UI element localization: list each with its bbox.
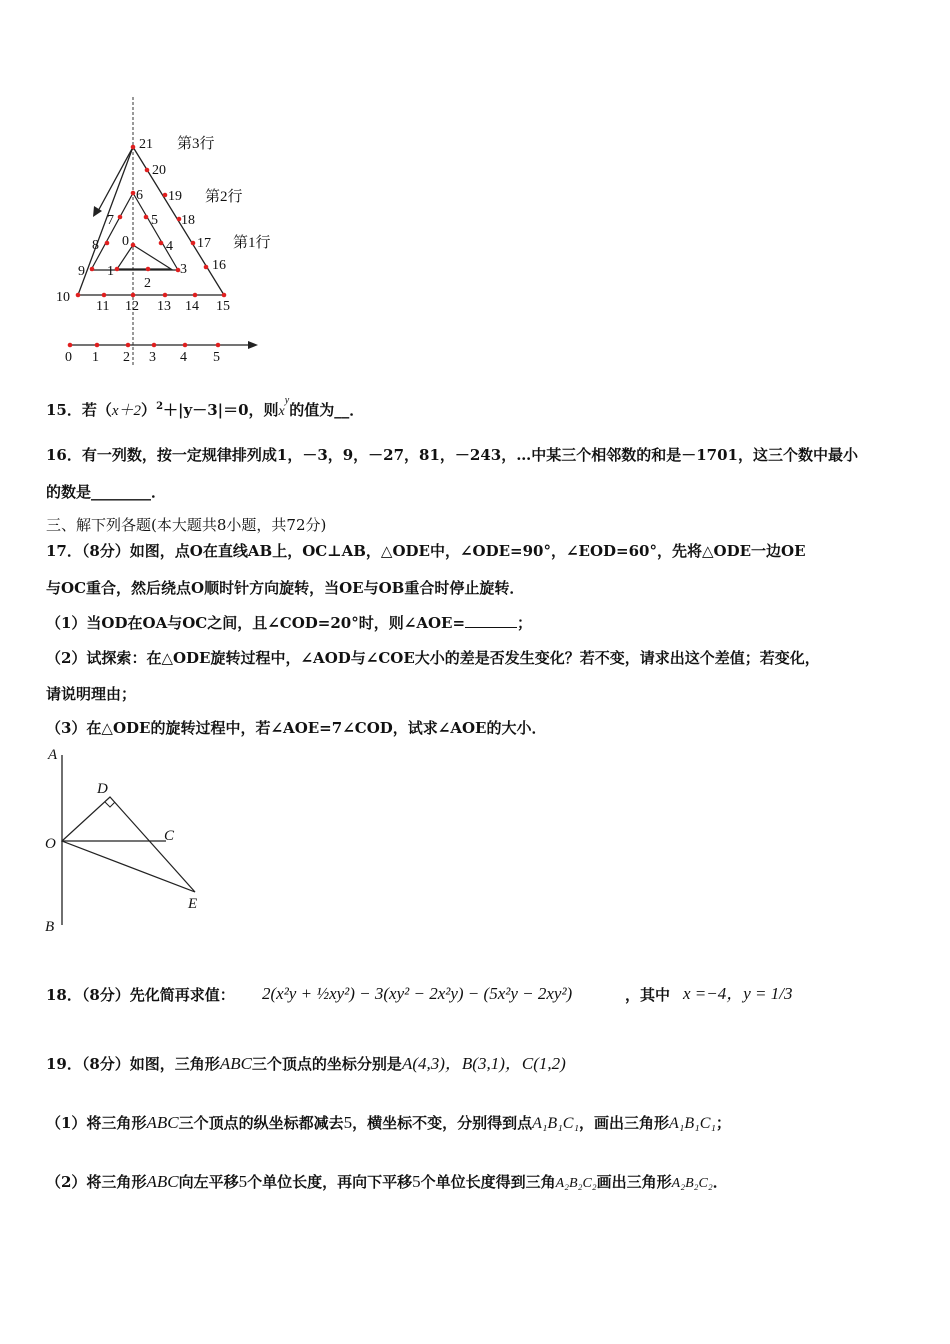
question-18 [46,985,235,1005]
q15-power-base: x [278,404,285,419]
q19-tri: ABC [219,1054,252,1073]
q18-expression: 2(x²y + ½xy²) − 3(xy² − 2x²y) − (5x²y − 2xy²) [262,984,573,1003]
tri-label: 3 [180,262,187,277]
axis-tick: 0 [65,350,72,365]
q19-p2-five-1: 5 [238,1172,248,1191]
fig-label-E: E [188,896,198,912]
question-19-part2 [46,1172,728,1194]
row-label-3: 第3行 [177,136,215,152]
axis-tick: 4 [180,350,187,365]
tri-label: 12 [125,299,139,314]
axis-tick: 2 [123,350,130,365]
q19-p1c: ，横坐标不变，分别得到点 [352,1114,533,1132]
q19-p1e: ； [715,1114,731,1132]
answer-blank[interactable] [465,613,517,628]
tri-label: 21 [139,137,153,152]
tri-label: 15 [216,299,230,314]
q18-where: ，其中 [625,986,671,1004]
fig-label-O: O [45,836,56,852]
row-label-2: 第2行 [205,189,243,205]
q17-p1-text: （1）当OD在OA与OC之间，且∠COD=20°时，则∠AOE= [46,614,466,632]
tri-label: 8 [92,238,99,253]
tri-label: 19 [168,189,182,204]
q19-p2f: ． [712,1173,728,1191]
tri-label: 7 [107,213,114,228]
q19-p2a: （2）将三角形 [46,1173,147,1191]
q19-p2e: 画出三角形 [596,1173,672,1191]
q15-suffix: 的值为__． [289,401,365,419]
q18-condition: x =−4，y = 1/3 [683,984,793,1003]
triangle-number-figure [40,95,300,370]
q19-p2b: 向左平移 [178,1173,239,1191]
tri-label: 13 [157,299,171,314]
q19-p2d: 个单位长度得到三角 [420,1173,556,1191]
section-title: 三、解下列各题(本大题共8小题，共72分) [46,516,327,534]
q15-sq: 2 [156,401,164,412]
q19-mid: 三个顶点的坐标分别是 [251,1055,402,1073]
tri-label: 4 [166,239,173,254]
q15-prefix: 15．若（ [46,401,112,419]
fig-label-C: C [164,828,175,844]
q19-p2-five-2: 5 [412,1172,421,1191]
q19-p2c: 个单位长度，再向下平移 [247,1173,413,1191]
tri-label: 5 [151,213,158,228]
q19-p1-a1b1c1: A₁B₁C₁ [532,1115,579,1132]
axis-tick: 3 [149,350,156,365]
question-17-part2a: （2）试探索：在△ODE旋转过程中，∠AOD与∠COE大小的差是否发生变化？若不变，请求出这个差值；若变化， [46,649,820,667]
q15-power-exp: y [284,395,290,406]
q19-p2-tri: ABC [146,1172,179,1191]
question-17-part3: （3）在△ODE的旋转过程中，若∠AOE=7∠COD，试求∠AOE的大小． [46,719,547,737]
q19-prefix: 19．（8分）如图，三角形 [46,1055,220,1073]
question-17-part2b: 请说明理由； [46,685,137,703]
question-19-part1 [46,1113,731,1134]
axis-tick: 5 [213,350,220,365]
tri-label: 16 [212,258,226,273]
fig-label-A: A [48,747,58,763]
q19-p1d: ，画出三角形 [579,1114,670,1132]
question-15 [46,397,364,422]
q19-p2-a2b2c2-2: A₂B₂C₂ [671,1176,713,1191]
row-label-1: 第1行 [233,235,271,251]
tri-label: 6 [136,188,143,203]
axis-tick: 1 [92,350,99,365]
tri-label: 14 [185,299,199,314]
q19-p1-tri: ABC [146,1113,179,1132]
question-17-line1: 17．（8分）如图，点O在直线AB上，OC⊥AB，△ODE中，∠ODE=90°，∠EOD=60°，先将△ODE一边OE [46,542,806,560]
tri-label: 9 [78,264,85,279]
q15-mid: ） [141,401,157,419]
rotation-figure [40,745,220,935]
q19-p1-five: 5 [343,1113,353,1132]
tri-label: 10 [56,290,70,305]
question-16-line1: 16．有一列数，按一定规律排列成1，－3，9，－27，81，－243，…中某三个相邻数的和是－1701，这三个数中最小 [46,446,858,464]
question-16-line2: 的数是________． [46,483,167,501]
q17-p1-end: ； [517,614,533,632]
fig-label-D: D [97,781,108,797]
question-19 [46,1054,566,1074]
question-17-line2: 与OC重合，然后绕点O顺时针方向旋转，当OE与OB重合时停止旋转． [46,579,525,597]
q18-prefix: 18．（8分）先化简再求值： [46,986,235,1004]
q19-p1b: 三个顶点的纵坐标都减去 [178,1114,344,1132]
q15-expr2: ＋|y－3|＝0，则 [163,401,279,419]
tri-label: 0 [122,234,129,249]
tri-label: 11 [96,299,110,314]
q19-coords: A(4,3)，B(3,1)，C(1,2) [401,1054,566,1073]
tri-label: 1 [107,264,114,279]
tri-label: 18 [181,213,195,228]
tri-label: 2 [144,276,151,291]
q19-p1-a1b1c1-2: A₁B₁C₁ [669,1115,716,1132]
tri-label: 17 [197,236,211,251]
q15-expr1: x＋2 [111,403,142,419]
q19-p2-a2b2c2: A₂B₂C₂ [555,1176,597,1191]
fig-label-B: B [45,919,55,935]
q19-p1a: （1）将三角形 [46,1114,147,1132]
question-17-part1 [46,613,532,633]
tri-label: 20 [152,163,166,178]
